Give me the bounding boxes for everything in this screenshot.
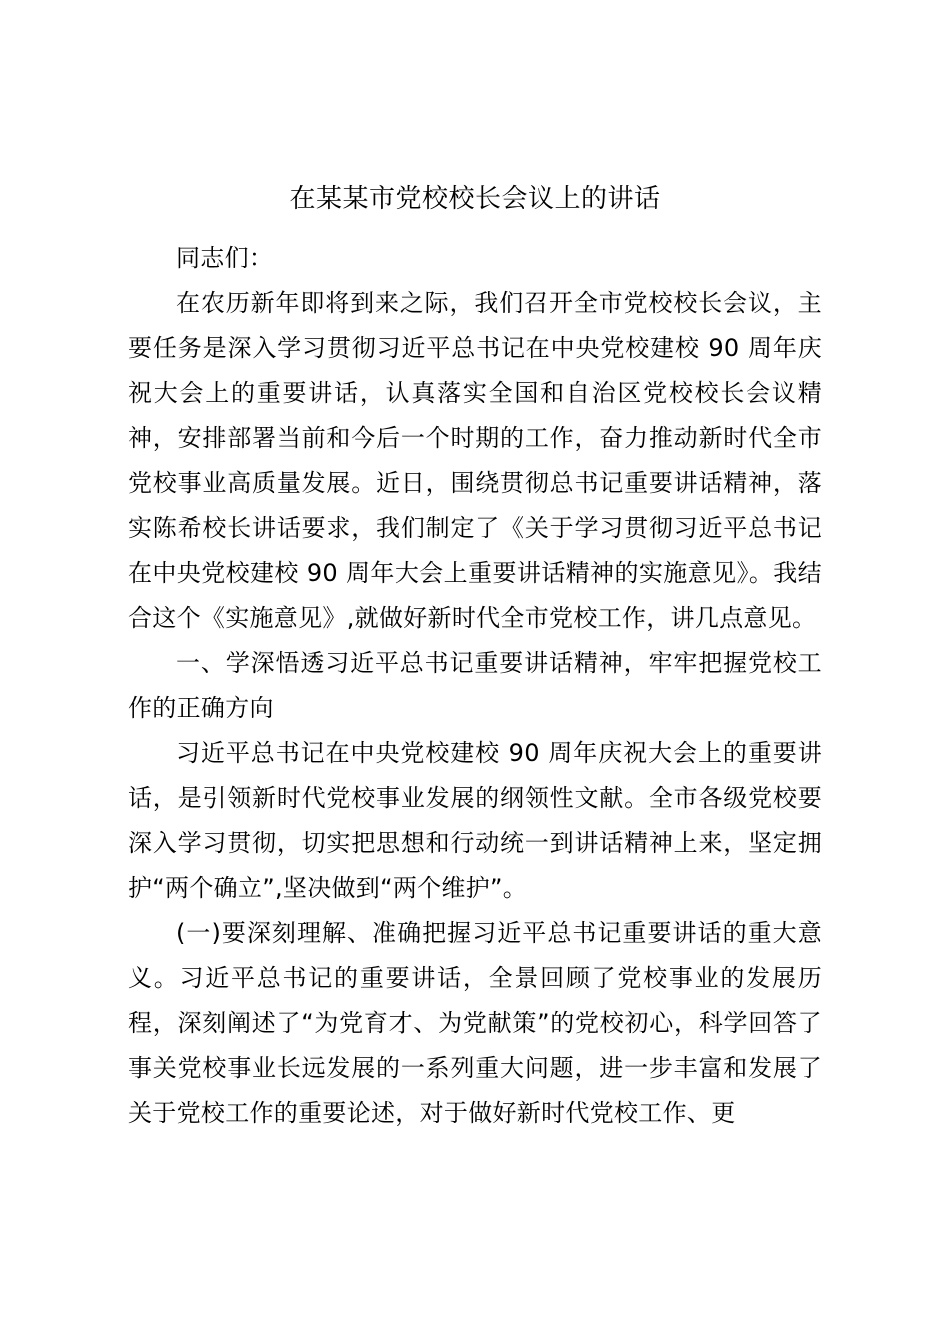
body-paragraph-subsection-1: (一)要深刻理解、准确把握习近平总书记重要讲话的重大意义。习近平总书记的重要讲话，全景回顾了党校事业的发展历程，深刻阐述了“为党育才、为党献策”的党校初心，科学回答了事关党校事业长远发展的一系列重大问题，进一步丰富和发展了关于党校工作的重要论述，对于做好新时代党校工作、更 bbox=[128, 919, 822, 1127]
document-title: 在某某市党校校长会议上的讲话 bbox=[289, 184, 661, 214]
body-paragraph-section-1: 习近平总书记在中央党校建校 90 周年庆祝大会上的重要讲话，是引领新时代党校事业发展的纲领性文献。全市各级党校要深入学习贯彻，切实把思想和行动统一到讲话精神上来，坚定拥护“两个确立”,坚决做到“两个维护”。 bbox=[128, 739, 822, 902]
salutation: 同志们： bbox=[176, 244, 274, 272]
document-page bbox=[128, 170, 822, 1136]
section-heading-1: 一、学深悟透习近平总书记重要讲话精神，牢牢把握党校工作的正确方向 bbox=[128, 649, 822, 722]
body-paragraph-intro: 在农历新年即将到来之际，我们召开全市党校校长会议，主要任务是深入学习贯彻习近平总书记在中央党校建校 90 周年庆祝大会上的重要讲话，认真落实全国和自治区党校校长会议精神，安排部署当前和今后一个时期的工作，奋力推动新时代全市党校事业高质量发展。近日，围绕贯彻总书记重要讲话精神，落实陈希校长讲话要求，我们制定了《关于学习贯彻习近平总书记在中央党校建校 90 周年大会上重要讲话精神的实施意见》。我结合这个《实施意见》,就做好新时代全市党校工作，讲几点意见。 bbox=[128, 289, 822, 632]
